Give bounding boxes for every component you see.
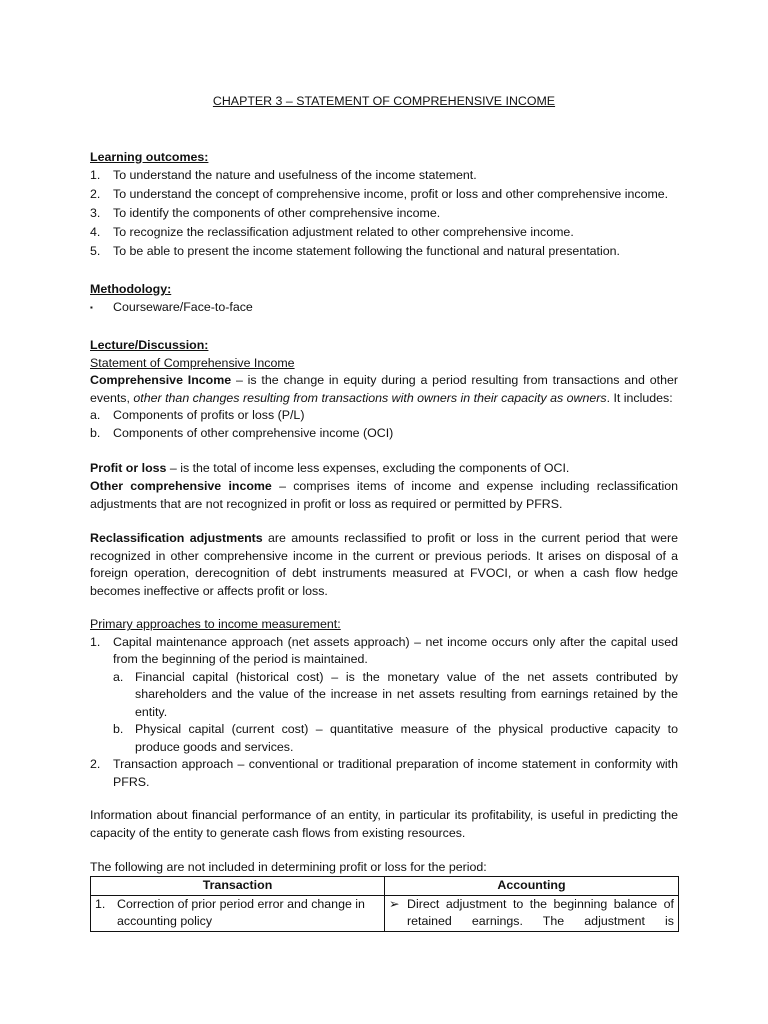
list-item: 2. To understand the concept of comprehensive income, profit or loss and other comprehensive income.: [90, 186, 669, 201]
list-item: 4. To recognize the reclassification adjustment related to other comprehensive income.: [90, 224, 574, 239]
approaches-section: [90, 616, 678, 791]
square-bullet-icon: ▪: [90, 302, 93, 312]
list-item: a. Components of profits or loss (P/L): [90, 408, 305, 422]
reclassification-definition: Reclassification adjustments are amounts reclassified to profit or loss in the current period that were recognized in other comprehensive income in the current or previous periods. It arises on disposal of a foreign operation, derecognition of debt instruments measured at FVOCI, or when a cash flow hedge becomes ineffective or affects profit or loss.: [90, 531, 678, 598]
column-header: Accounting: [385, 877, 679, 896]
list-item: b. Physical capital (current cost) – quantitative measure of the physical productive capacity to produce goods and services.: [113, 722, 678, 754]
approaches-heading: Primary approaches to income measurement:: [90, 617, 341, 631]
chapter-title: CHAPTER 3 – STATEMENT OF COMPREHENSIVE INCOME: [212, 94, 556, 108]
table-row: [91, 895, 679, 931]
comprehensive-income-definition: Comprehensive Income – is the change in equity during a period resulting from transactions and other events, other than changes resulting from transactions with owners in their capacity as owners. It includes:: [90, 373, 678, 405]
list-item: b. Components of other comprehensive income (OCI): [90, 425, 394, 440]
list-item: 1. To understand the nature and usefulness of the income statement.: [90, 167, 477, 182]
learning-outcomes-section: [90, 149, 678, 260]
list-item: 5. To be able to present the income statement following the functional and natural presentation.: [90, 243, 620, 258]
lecture-subheading: Statement of Comprehensive Income: [90, 355, 295, 370]
column-header: Transaction: [91, 877, 385, 896]
methodology-section: [90, 281, 678, 316]
not-included-intro: The following are not included in determining profit or loss for the period:: [90, 860, 487, 874]
methodology-heading: Methodology:: [90, 282, 172, 296]
profit-or-loss-definition: Profit or loss – is the total of income less expenses, excluding the components of OCI.: [90, 461, 570, 475]
table-header-row: [91, 877, 679, 896]
arrow-bullet-icon: ➢: [389, 896, 400, 911]
list-item: a. Financial capital (historical cost) – is the monetary value of the net assets contributed by shareholders and the value of the increase in net assets resulting from earnings retained by the entity.: [113, 669, 678, 719]
lecture-heading: Lecture/Discussion:: [90, 338, 209, 352]
learning-outcomes-heading: Learning outcomes:: [90, 150, 209, 164]
list-item: 2. Transaction approach – conventional or traditional preparation of income statement in conformity with PFRS.: [90, 757, 678, 789]
oci-definition: Other comprehensive income – comprises items of income and expense including reclassification adjustments that are not recognized in profit or loss as required or permitted by PFRS.: [90, 479, 678, 511]
table-cell: 1. Correction of prior period error and change in accounting policy: [91, 895, 385, 931]
table-cell: ➢ Direct adjustment to the beginning balance of retained earnings. The adjustment is: [385, 895, 679, 931]
list-item: 3. To identify the components of other comprehensive income.: [90, 205, 441, 220]
list-item: 1. Capital maintenance approach (net assets approach) – net income occurs only after the capital used from the beginning of the period is maintained.: [90, 634, 678, 666]
info-paragraph: Information about financial performance of an entity, in particular its profitability, is useful in predicting the capacity of the entity to generate cash flows from existing resources.: [90, 808, 678, 840]
transactions-table: [90, 876, 679, 932]
lecture-section: [90, 337, 678, 442]
transactions-table-wrap: [90, 876, 678, 932]
list-item: ▪ Courseware/Face-to-face: [90, 299, 678, 317]
